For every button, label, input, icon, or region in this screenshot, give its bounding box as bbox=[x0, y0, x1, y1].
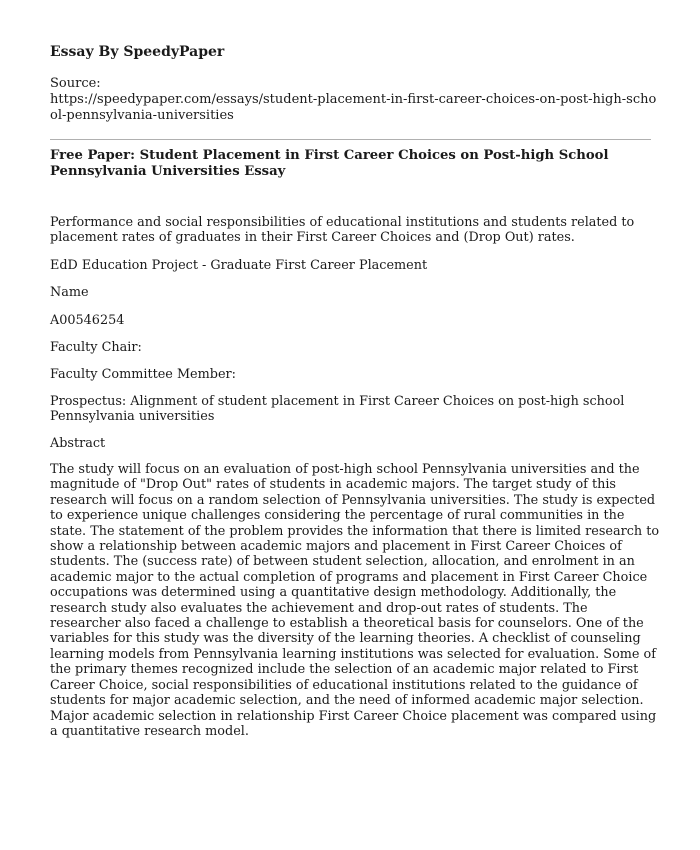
faculty-chair-label: Faculty Chair: bbox=[50, 340, 142, 355]
header-divider bbox=[50, 139, 651, 140]
student-id: A00546254 bbox=[50, 313, 125, 328]
essay-by-heading: Essay By SpeedyPaper bbox=[50, 44, 225, 60]
prospectus-paragraph: Prospectus: Alignment of student placement in First Career Choices on post-high school Pennsylvania universities bbox=[50, 394, 625, 425]
abstract-heading: Abstract bbox=[50, 436, 106, 451]
source-url-link[interactable]: https://speedypaper.com/essays/student-placement-in-first-career-choices-on-post-high-school-pennsylvania-universities bbox=[50, 92, 657, 123]
source-label: Source: bbox=[50, 76, 101, 91]
faculty-committee-label: Faculty Committee Member: bbox=[50, 367, 236, 382]
name-label: Name bbox=[50, 285, 89, 300]
project-line: EdD Education Project - Graduate First Career Placement bbox=[50, 258, 428, 273]
document-title: Free Paper: Student Placement in First Career Choices on Post-high School Pennsylvania Universities Essay bbox=[50, 148, 609, 179]
intro-paragraph: Performance and social responsibilities of educational institutions and students related to placement rates of graduates in their First Career Choices and (Drop Out) rates. bbox=[50, 215, 635, 246]
abstract-paragraph: The study will focus on an evaluation of post-high school Pennsylvania universities and the magnitude of "Drop Out" rates of students in academic majors. The target study of this research will focus on a random selection of Pennsylvania universities. The study is expected to experience unique challenges considering the percentage of rural communities in the state. The statement of the problem provides the information that there is limited research to show a relationship between academic majors and placement in First Career Choices of students. The (success rate) of between student selection, allocation, and enrolment in an academic major to the actual completion of programs and placement in First Career Choice occupations was determined using a quantitative design methodology. Additionally, the research study also evaluates the achievement and drop-out rates of students. The researcher also faced a challenge to establish a theoretical basis for counselors. One of the variables for this study was the diversity of the learning theories. A checklist of counseling learning models from Pennsylvania learning institutions was selected for evaluation. Some of the primary themes recognized include the selection of an academic major related to First Career Choice, social responsibilities of educational institutions related to the guidance of students for major academic selection, and the need of informed academic major selection. Major academic selection in relationship First Career Choice placement was compared using a quantitative research model. bbox=[50, 462, 660, 739]
